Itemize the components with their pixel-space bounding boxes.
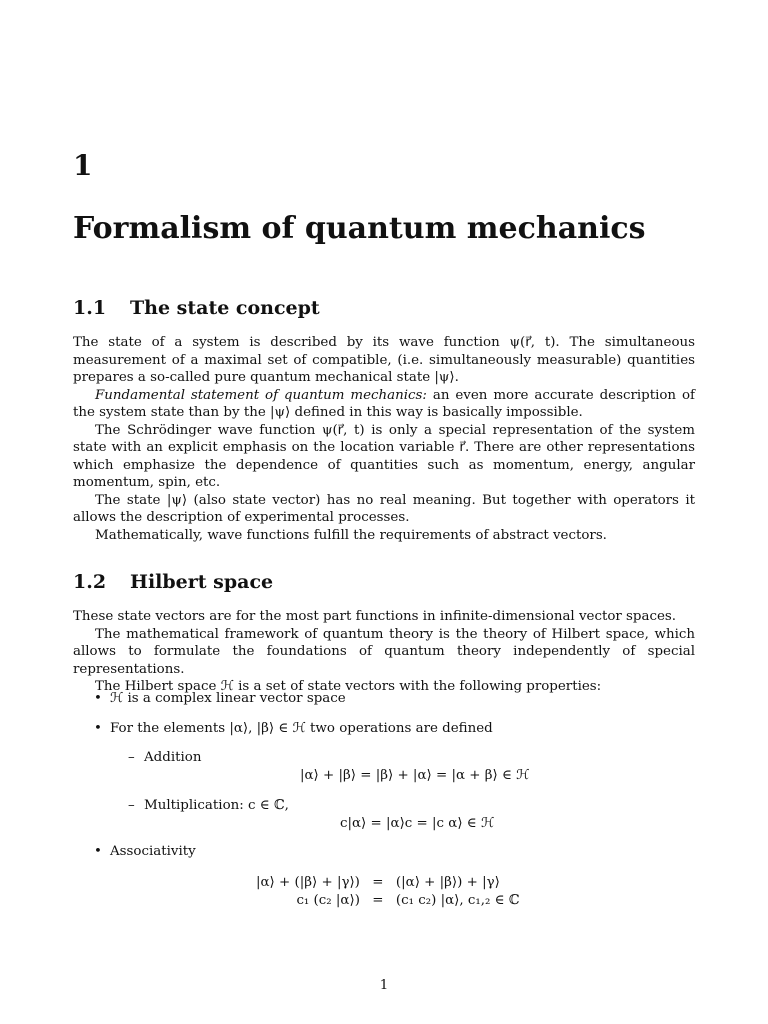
section-heading-hilbert-space [73, 573, 273, 592]
equation-rhs: (c₁ c₂) |α⟩, c₁,₂ ∈ ℂ [395, 893, 520, 908]
chapter-title: Formalism of quantum mechanics [73, 211, 646, 246]
emphasis-lead: Fundamental statement of quantum mechanics: [95, 387, 427, 403]
list-item-text: For the elements |α⟩, |β⟩ ∈ ℋ two operations are defined [110, 721, 493, 736]
sub-list-item-text: Addition [144, 750, 202, 765]
equation-lhs: |α⟩ + (|β⟩ + |γ⟩) [256, 875, 360, 890]
paragraph: The Hilbert space ℋ is a set of state vectors with the following properties: [95, 679, 602, 694]
list-item-text: ℋ is a complex linear vector space [110, 691, 346, 706]
list-item [94, 690, 346, 708]
section-heading-state-concept [73, 299, 320, 318]
chapter-number: 1 [73, 149, 93, 182]
page-number: 1 [379, 978, 389, 993]
equation-addition: |α⟩ + |β⟩ = |β⟩ + |α⟩ = |α + β⟩ ∈ ℋ [300, 768, 530, 783]
equation-row [256, 892, 520, 910]
equation-multiplication: c|α⟩ = |α⟩c = |c α⟩ ∈ ℋ [340, 816, 495, 831]
sub-list-item [128, 797, 289, 815]
paragraph: The Schrödinger wave function ψ(r⃗, t) is only a special representation of the system state with an explicit emphasis on the location variable r⃗. There are other representations which emphasize the dependence of quantities such as momentum, energy, angular momentum, spin, etc. [73, 422, 695, 490]
equation-lhs: c₁ (c₂ |α⟩) [296, 893, 360, 908]
bullet-icon: • [94, 844, 102, 859]
paragraph: These state vectors are for the most part functions in infinite-dimensional vector spaces. [73, 609, 677, 624]
paragraph: Mathematically, wave functions fulfill the requirements of abstract vectors. [95, 527, 607, 543]
section-number: 1.1 [73, 297, 107, 319]
bullet-icon: • [94, 691, 102, 706]
section-body-state-concept [73, 334, 695, 544]
section-number: 1.2 [73, 571, 107, 593]
equation-operator: = [372, 875, 384, 890]
equation-operator: = [372, 893, 384, 908]
section-title: The state concept [130, 297, 320, 319]
paragraph [73, 387, 695, 422]
sub-list-item [128, 749, 201, 767]
list-item-text: Associativity [110, 844, 196, 859]
paragraph: The state of a system is described by its wave function ψ(r⃗, t). The simultaneous measurement of a maximal set of compatible, (i.e. simultaneously measurable) quantities prepares a so-called pure quantum mechanical state |ψ⟩. [73, 335, 695, 385]
paragraph: The state |ψ⟩ (also state vector) has no real meaning. But together with operators it allows the description of experimental processes. [73, 492, 695, 525]
equation-row [256, 874, 520, 892]
paragraph-text: an even more accurate description of the system state than by the |ψ⟩ defined in this way is basically impossible. [73, 387, 695, 420]
bullet-icon: • [94, 721, 102, 736]
sub-list-item-text: Multiplication: c ∈ ℂ, [144, 798, 289, 813]
section-body-hilbert-space [73, 608, 695, 696]
dash-icon: – [128, 750, 135, 765]
associativity-equations [256, 874, 520, 910]
section-title: Hilbert space [130, 571, 274, 593]
dash-icon: – [128, 798, 135, 813]
equation-rhs: (|α⟩ + |β⟩) + |γ⟩ [395, 875, 500, 890]
list-item [94, 843, 196, 861]
paragraph: The mathematical framework of quantum theory is the theory of Hilbert space, which allows to formulate the foundations of quantum theory independently of special representations. [73, 626, 695, 677]
list-item [94, 720, 493, 738]
